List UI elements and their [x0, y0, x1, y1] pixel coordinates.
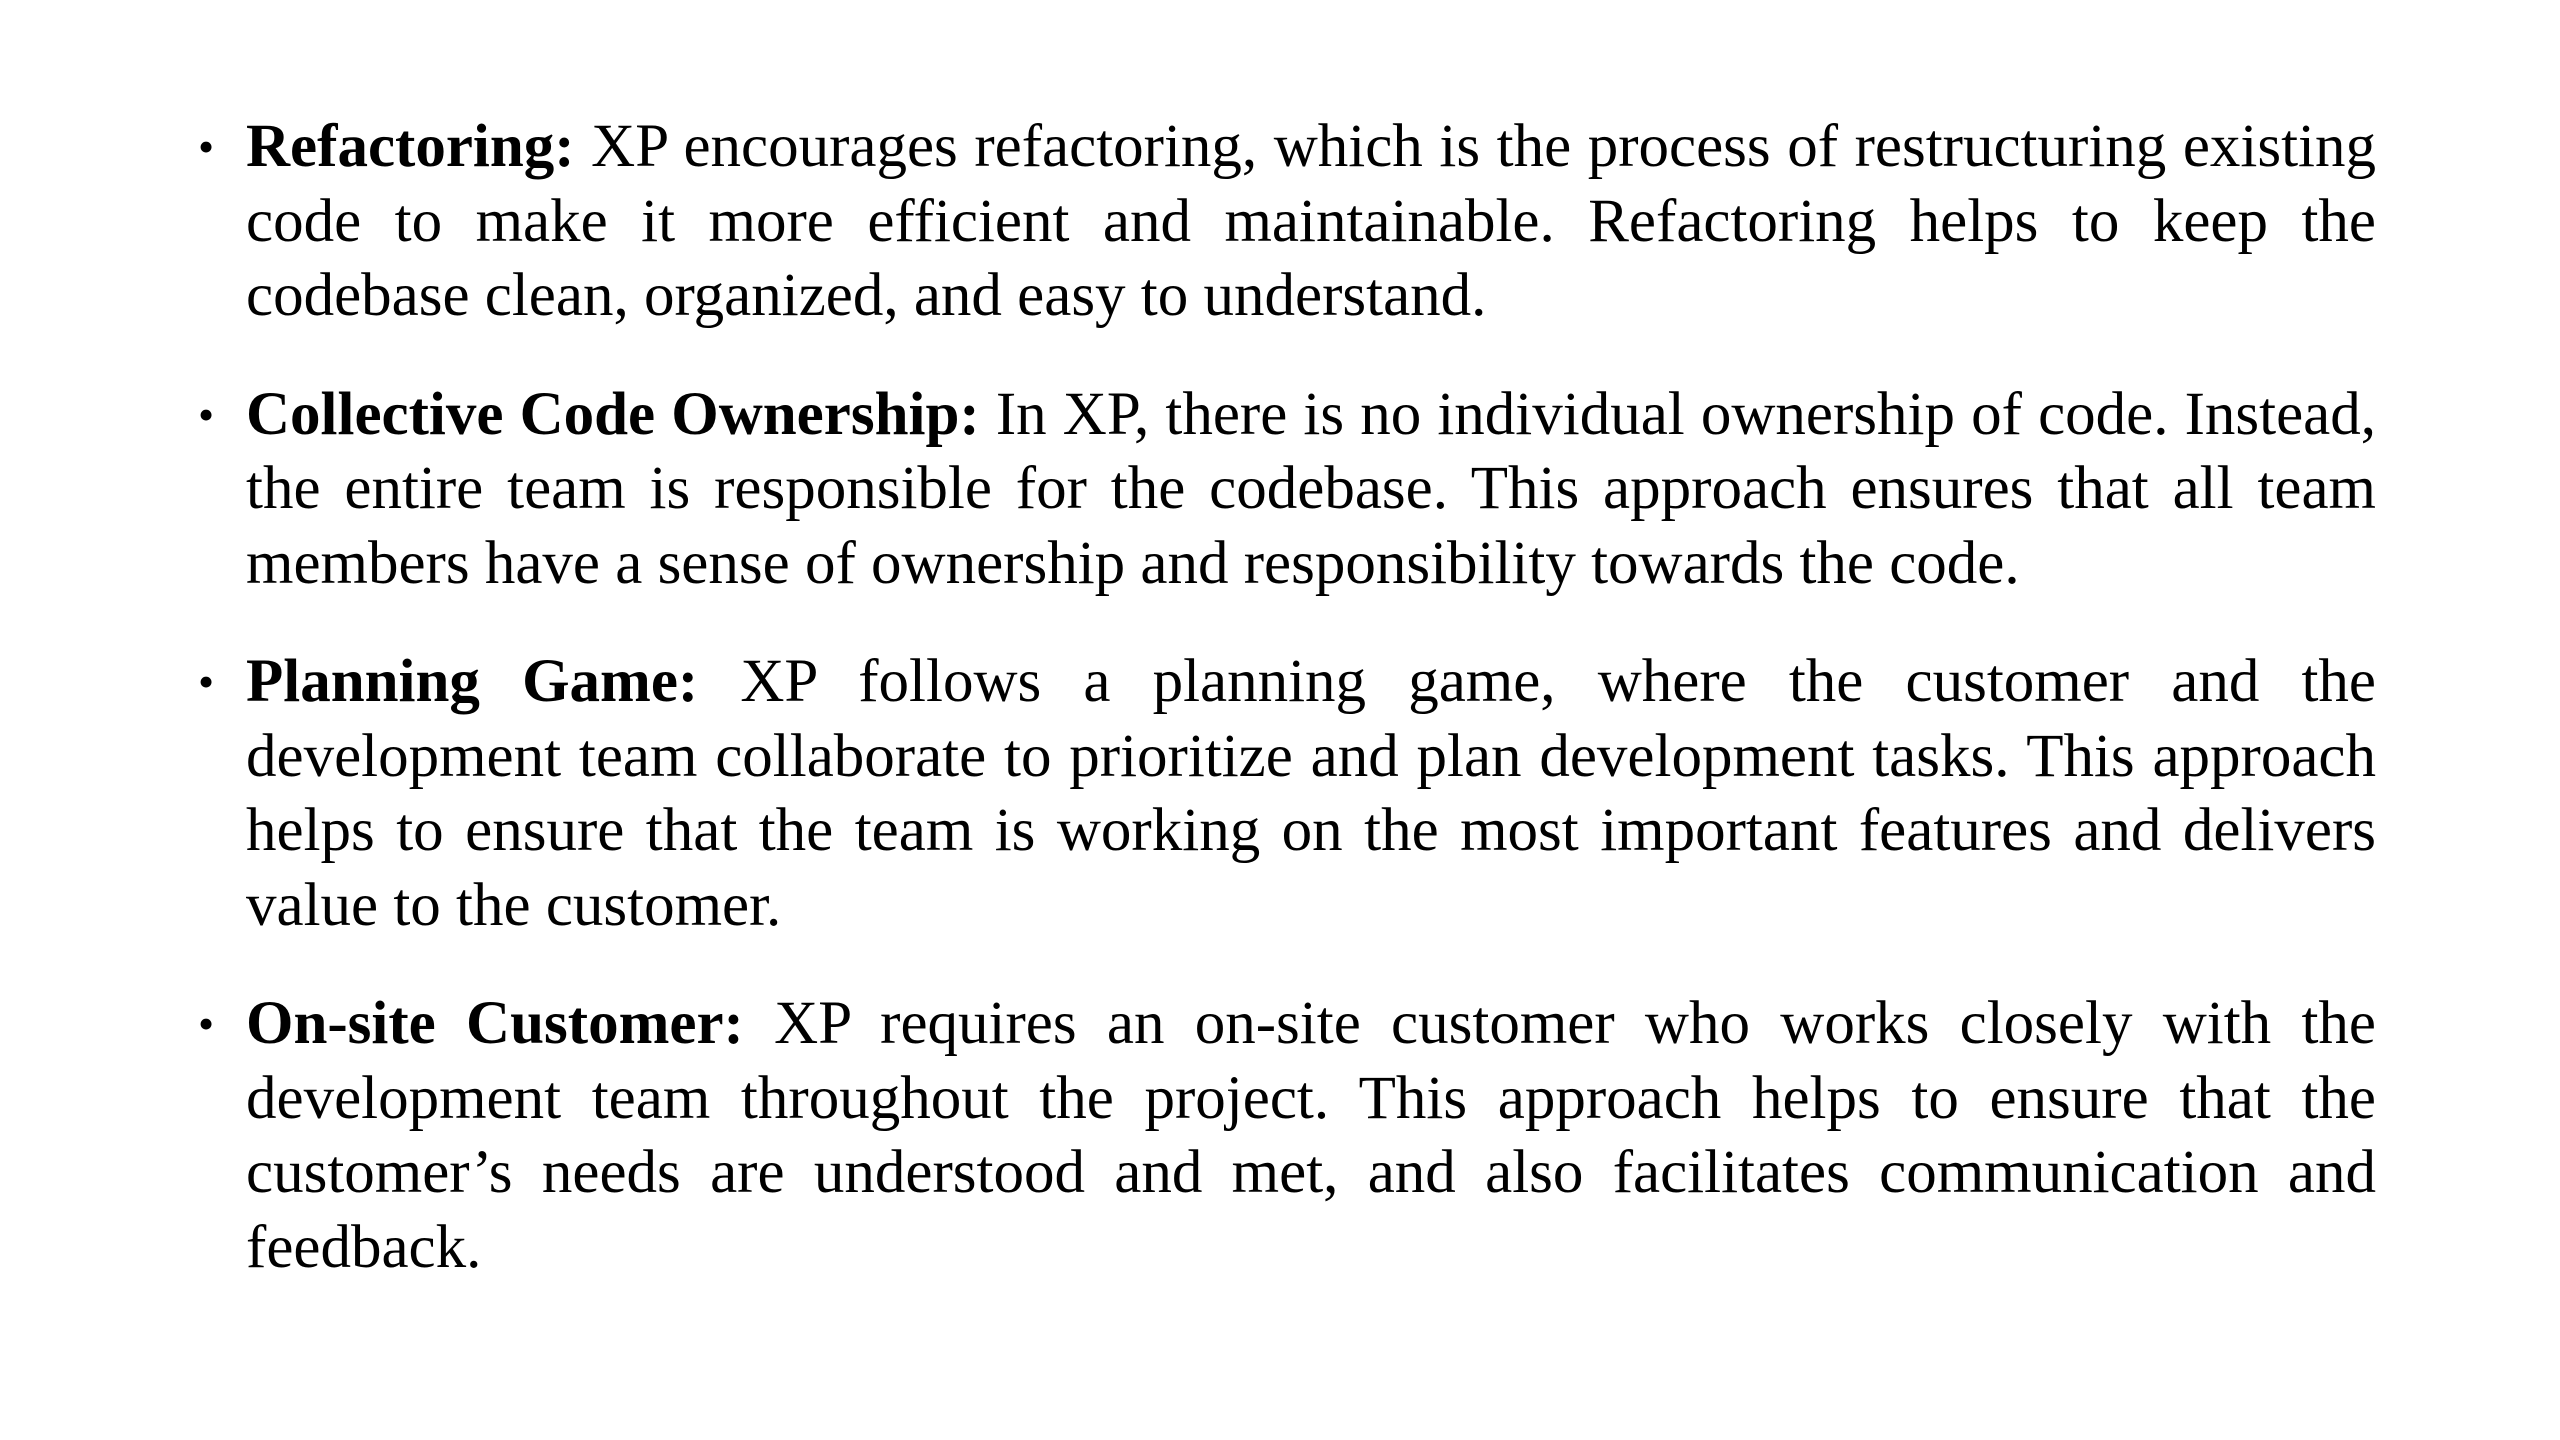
list-item-on-site-customer [190, 987, 2376, 1285]
bullet-icon: • [198, 121, 215, 172]
item-term: Refactoring: [246, 113, 575, 180]
list-item-refactoring [190, 110, 2376, 334]
list-item-planning-game [190, 645, 2376, 943]
item-description: XP encourages refactoring, which is the process of restructuring existing code to make it more efficient and maintainable. Refactoring helps to keep the codebase clean, organized, and easy to understand. [246, 113, 2376, 329]
bullet-icon: • [198, 388, 215, 440]
bullet-icon: • [198, 656, 215, 707]
item-term: On-site Customer: [246, 990, 744, 1057]
item-description: XP follows a planning game, where the customer and the development team collaborate to prioritize and plan development tasks. This approach helps to ensure that the team is working on the most important features and delivers value to the customer. [246, 648, 2376, 939]
item-description: XP requires an on-site customer who works closely with the development team throughout the project. This approach helps to ensure that the customer’s needs are understood and met, and also facilitates communication and feedback. [246, 990, 2376, 1281]
bullet-icon: • [198, 998, 215, 1049]
item-term: Collective Code Ownership: [246, 380, 980, 448]
xp-practices-list [190, 110, 2376, 1329]
list-item-collective-code-ownership [190, 378, 2376, 602]
item-description: In XP, there is no individual ownership of code. Instead, the entire team is responsible for the codebase. This approach ensures that all team members have a sense of ownership and responsibility towards the code. [246, 380, 2376, 597]
item-term: Planning Game: [246, 648, 699, 715]
